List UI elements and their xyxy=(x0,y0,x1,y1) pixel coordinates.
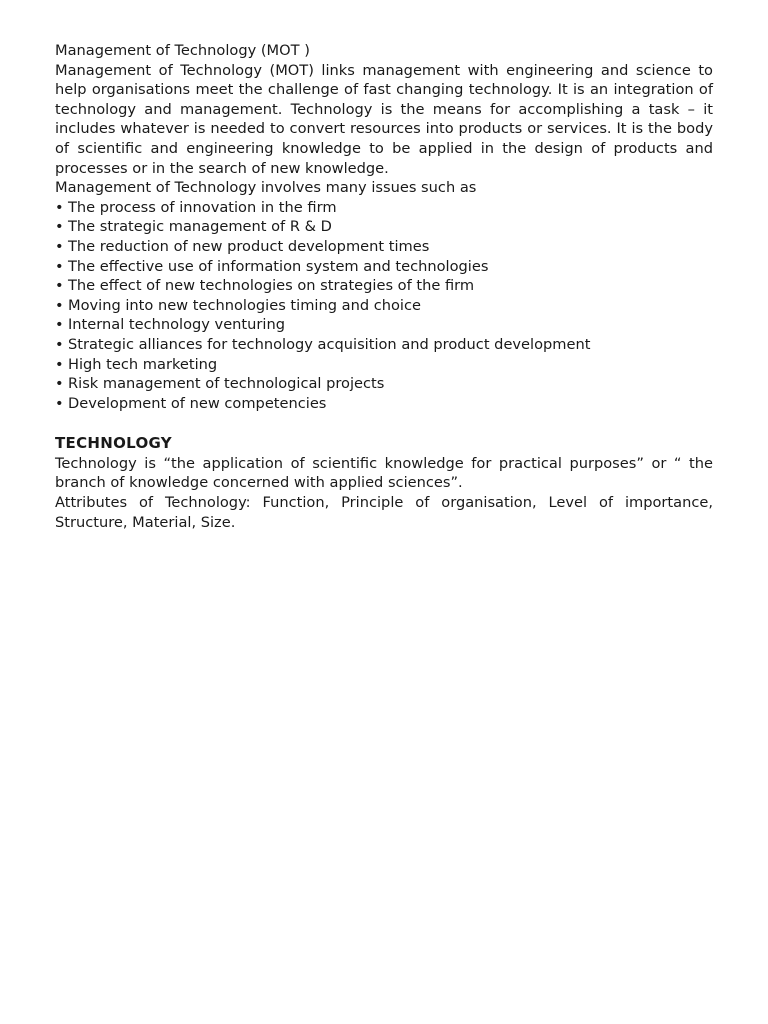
list-item-text: The process of innovation in the firm xyxy=(68,198,337,216)
bullet-icon: • xyxy=(55,355,64,373)
list-item-text: The effective use of information system and technologies xyxy=(68,257,489,275)
bullet-icon: • xyxy=(55,296,64,314)
list-item xyxy=(55,257,713,277)
attributes-paragraph: Attributes of Technology: Function, Principle of organisation, Level of importance, Structure, Material, Size. xyxy=(55,494,713,531)
bullet-icon: • xyxy=(55,237,64,255)
list-item xyxy=(55,315,713,335)
list-item xyxy=(55,276,713,296)
bullet-icon: • xyxy=(55,316,64,334)
list-item-text: Development of new competencies xyxy=(68,394,327,412)
list-item-text: Strategic alliances for technology acquisition and product development xyxy=(68,335,591,353)
list-item-text: High tech marketing xyxy=(68,355,218,373)
list-item-text: Internal technology venturing xyxy=(68,316,285,334)
issues-lead-text: Management of Technology involves many issues such as xyxy=(55,179,477,197)
issues-list xyxy=(55,198,713,414)
list-item-text: The strategic management of R & D xyxy=(68,218,332,236)
bullet-icon: • xyxy=(55,375,64,393)
bullet-icon: • xyxy=(55,394,64,412)
list-item-text: The reduction of new product development times xyxy=(68,237,430,255)
list-item xyxy=(55,355,713,375)
definition-paragraph: Technology is “the application of scientific knowledge for practical purposes” or “ the branch of knowledge concerned with applied sciences”. xyxy=(55,454,713,492)
list-item-text: Risk management of technological projects xyxy=(68,375,385,393)
section-heading: TECHNOLOGY xyxy=(55,434,172,453)
bullet-icon: • xyxy=(55,277,64,295)
bullet-icon: • xyxy=(55,218,64,236)
intro-paragraph: Management of Technology (MOT) links management with engineering and science to help organisations meet the challenge of fast changing technology. It is an integration of technology and management. Technology is the means for accomplishing a task – it includes whatever is needed to convert resources into products or services. It is the body of scientific and engineering knowledge to be applied in the design of products and processes or in the search of new knowledge. xyxy=(55,61,713,177)
list-item-text: The effect of new technologies on strategies of the firm xyxy=(68,277,475,295)
list-item-text: Moving into new technologies timing and choice xyxy=(68,296,421,314)
list-item xyxy=(55,374,713,394)
list-item xyxy=(55,217,713,237)
list-item xyxy=(55,296,713,316)
document-title: Management of Technology (MOT ) xyxy=(55,42,310,59)
list-item xyxy=(55,198,713,218)
bullet-icon: • xyxy=(55,257,64,275)
list-item xyxy=(55,335,713,355)
list-item xyxy=(55,394,713,414)
bullet-icon: • xyxy=(55,198,64,216)
bullet-icon: • xyxy=(55,335,64,353)
document-page xyxy=(55,41,713,532)
list-item xyxy=(55,237,713,257)
